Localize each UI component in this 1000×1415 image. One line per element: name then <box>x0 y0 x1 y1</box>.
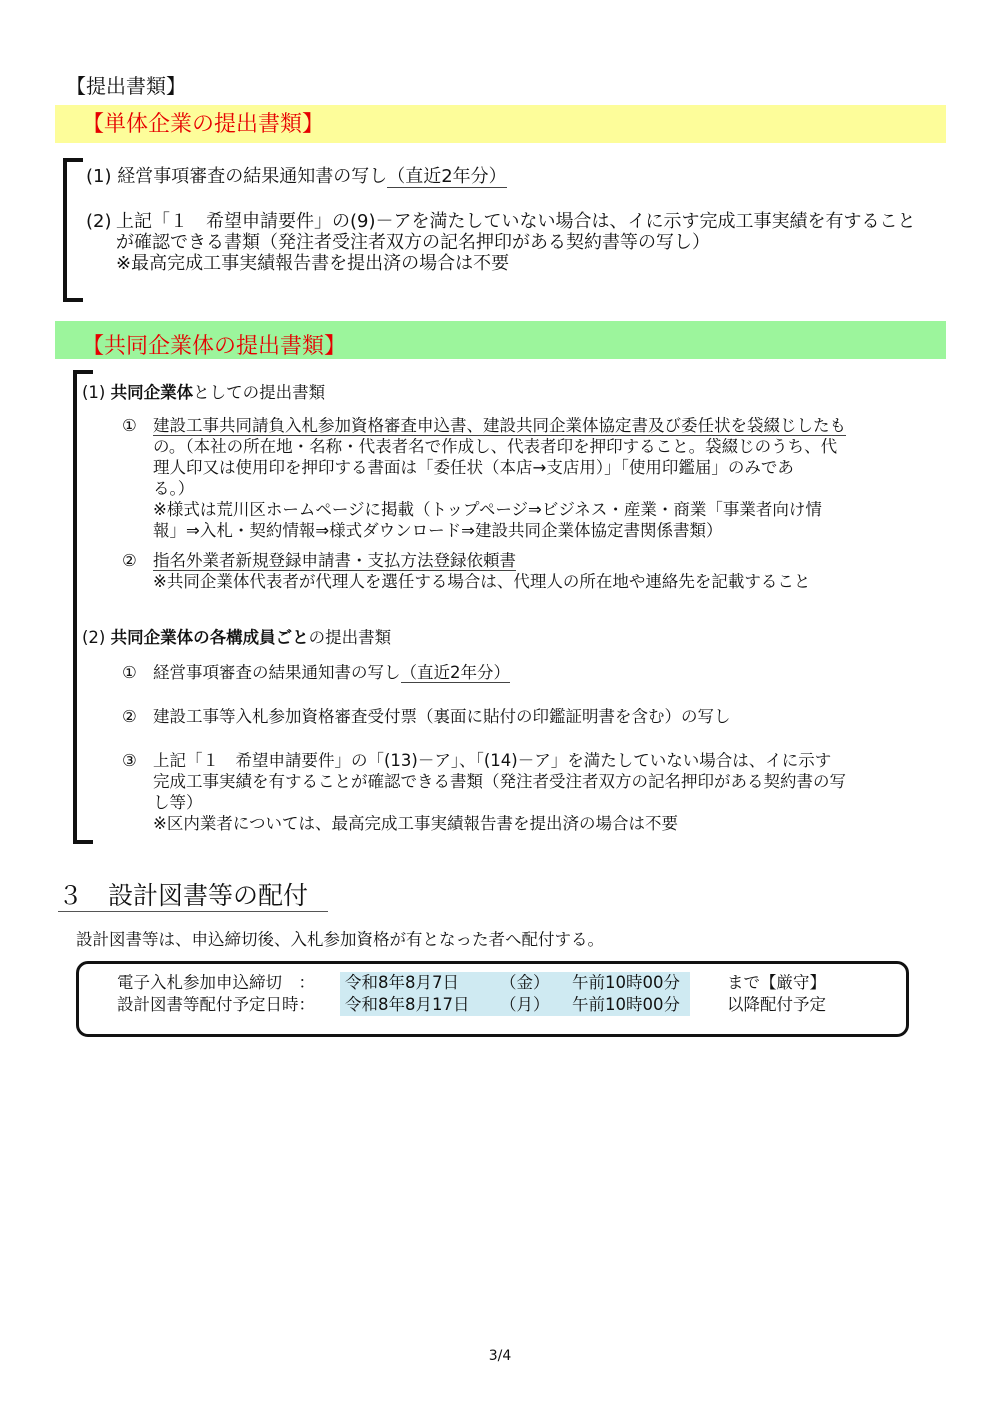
jv-heading: 【共同企業体の提出書類】 <box>82 334 347 359</box>
single-item-2-number: (2) <box>86 211 112 232</box>
schedule-row-2-date: 令和8年8月17日 <box>345 995 470 1014</box>
jv-sec1-item1-mark: ① <box>122 416 137 435</box>
jv-sec2-heading <box>82 628 391 648</box>
sec-rest: としての提出書類 <box>193 383 326 402</box>
schedule-row-2-label: 設計図書等配付予定日時： <box>117 995 315 1014</box>
single-item-2-line-2: が確認できる書類（発注者受注者双方の記名押印がある契約書等の写し） <box>116 232 710 253</box>
jv-sec2-item3-line-1: 上記「１ 希望申請要件」の「(13)－ア」、「(14)－ア」を満たしていない場合は、イに示す <box>153 751 832 770</box>
section3-title: ３ 設計図書等の配付 <box>58 881 328 912</box>
single-item-2-line-3: ※最高完成工事実績報告書を提出済の場合は不要 <box>116 253 510 274</box>
schedule-row-1-dow: （金） <box>500 973 550 992</box>
section3-intro: 設計図書等は、申込締切後、入札参加資格が有となった者へ配付する。 <box>76 930 604 949</box>
single-bracket <box>63 158 83 302</box>
item-note: （直近2年分） <box>400 663 510 682</box>
jv-sec1-item1-line-2: の。（本社の所在地・名称・代表者名で作成し、代表者印を押印すること。袋綴じのうち、代 <box>153 437 838 456</box>
single-item-1 <box>86 167 507 187</box>
jv-sec2-item1-mark: ① <box>122 663 137 682</box>
jv-sec2-item1 <box>153 663 510 683</box>
underlined-text: 指名外業者新規登録申請書・支払方法登録依頼書 <box>153 551 516 570</box>
jv-sec2-item3-mark: ③ <box>122 751 137 770</box>
item-text: 経営事項審査の結果通知書の写し <box>153 663 401 682</box>
item-note: （直近2年分） <box>387 166 507 187</box>
schedule-row-2-tail: 以降配付予定 <box>727 995 826 1014</box>
underlined-text: 建設工事共同請負入札参加資格審査申込書、建設共同企業体協定書及び委任状を袋綴じしたも <box>153 416 846 435</box>
item-text: 経営事項審査の結果通知書の写し <box>117 166 388 187</box>
jv-bracket <box>73 370 93 844</box>
sec-bold: 共同企業体の各構成員ごと <box>110 628 309 647</box>
sec-number: (2) <box>82 628 106 647</box>
schedule-row-1-time: 午前10時00分 <box>572 973 680 992</box>
jv-sec2-item3-line-2: 完成工事実績を有することが確認できる書類（発注者受注者双方の記名押印がある契約書の写 <box>153 772 846 791</box>
schedule-row-2-time: 午前10時00分 <box>572 995 680 1014</box>
jv-sec1-item2-mark: ② <box>122 551 137 570</box>
item-number: (1) <box>86 166 112 187</box>
sec-bold: 共同企業体 <box>110 383 194 402</box>
jv-sec1-item1-line-3: 理人印又は使用印を押印する書面は「委任状（本店→支店用）」「使用印鑑届」のみであ <box>153 458 794 477</box>
jv-sec2-item3-line-3: し等） <box>153 793 203 812</box>
single-item-2-line-1: 上記「１ 希望申請要件」の(9)－アを満たしていない場合は、イに示す完成工事実績を有すること <box>116 211 916 232</box>
page-number: 3/4 <box>488 1348 512 1364</box>
jv-sec2-item3-line-4: ※区内業者については、最高完成工事実績報告書を提出済の場合は不要 <box>153 814 678 833</box>
schedule-row-1-tail: まで【厳守】 <box>727 973 826 992</box>
jv-sec1-item2-line-2: ※共同企業体代表者が代理人を選任する場合は、代理人の所在地や連絡先を記載すること <box>153 572 811 591</box>
schedule-row-2-dow: （月） <box>500 995 550 1014</box>
jv-sec1-item1-line-4: る。） <box>153 479 195 498</box>
single-heading: 【単体企業の提出書類】 <box>82 112 325 137</box>
schedule-row-1-label: 電子入札参加申込締切 ： <box>117 973 315 992</box>
schedule-row-1-date: 令和8年8月7日 <box>345 973 459 992</box>
jv-sec1-item1-line-1 <box>153 416 846 436</box>
sec-rest: の提出書類 <box>308 628 392 647</box>
jv-sec1-heading <box>82 383 325 403</box>
sec-number: (1) <box>82 383 106 402</box>
jv-sec2-item2-text: 建設工事等入札参加資格審査受付票（裏面に貼付の印鑑証明書を含む）の写し <box>153 707 731 726</box>
jv-sec1-item2-line-1 <box>153 551 516 571</box>
jv-sec2-item2-mark: ② <box>122 707 137 726</box>
jv-sec1-item1-line-5: ※様式は荒川区ホームページに掲載（トップページ⇒ビジネス・産業・商業「事業者向け情 <box>153 500 822 519</box>
jv-sec1-item1-line-6: 報」⇒入札・契約情報⇒様式ダウンロード⇒建設共同企業体協定書関係書類） <box>153 521 723 540</box>
document-label: 【提出書類】 <box>66 74 186 98</box>
